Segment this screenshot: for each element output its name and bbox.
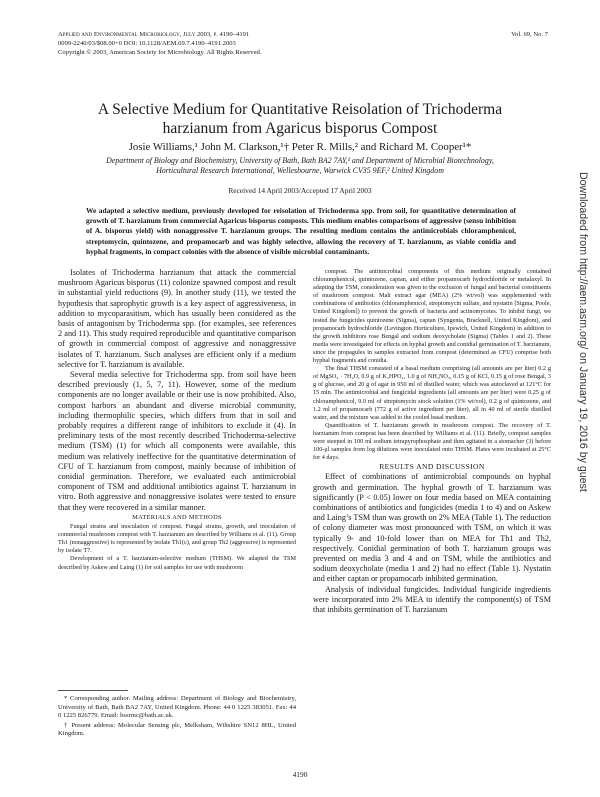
volume-issue: Vol. 69, No. 7: [511, 31, 548, 38]
issn-doi: 0099-2240/03/$08.00+0 DOI: 10.1128/AEM.69.7.4190–4191.2003: [58, 40, 236, 47]
methods-heading: MATERIALS AND METHODS: [132, 513, 222, 521]
author-list: Josie Williams,¹ John M. Clarkson,¹† Peter R. Mills,² and Richard M. Cooper¹*: [128, 141, 472, 153]
page-number: 4190: [292, 770, 308, 779]
results-paragraph-1: Effect of combinations of antimicrobial compounds on hyphal growth and germination. The hyphal growth of T. harzianum was significantly (P < 0.05) lower on four media based on MEA containing combinations of antibiotics and fungicides (media 1 to 4) and on Askew and Laing’s TSM than was growth on 2% MEA (Table 1). The reduction of colony diameter was most pronounced with TSM, on which it was typically 9- and 10-fold lower than on MEA for Th1 and Th2, respectively. Conidial germination of both T. harzianum groups was prevented on media 3 and 4 and on TSM, while the antibiotics and sodium deoxycholate (media 1 and 2) had no effect (Table 1). Nystatin and either captan or propamocarb inhibited germination.: [313, 472, 551, 584]
journal-citation: Applied and Environmental Microbiology, July 2003, p. 4190–4191: [58, 31, 250, 38]
title-line-2: harzianum from Agaricus bisporus Compost: [162, 120, 438, 137]
methods-paragraph-5: Quantification of T. harzianum growth in mushroom compost. The recovery of T. harzianum from compost has been described by Williams et al. (11). Briefly, compost samples were steeped in 100 ml sodium tetrapyrophosphate and then agitated in a stomacher (3) before 100-μl samples from log dilutions were inoculated onto THSM. Plates were incubated at 25°C for 4 days.: [313, 421, 551, 462]
footnote-present-address: † Present address: Molecular Sensing plc, Melksham, Wiltshire SN12 8HL, United Kingdom.: [58, 721, 296, 738]
results-heading: RESULTS AND DISCUSSION: [379, 462, 485, 472]
abstract: We adapted a selective medium, previously developed for reisolation of Trichoderma spp. from soil, for quantitative determination of growth of T. harzianum from commercial Agaricus bisporus composts. This medium enables comparisons of aggressive (sensu inhibition of A. bisporus yield) with nonaggressive T. harzianum groups. The resulting medium contains the antimicrobials chloramphenicol, streptomycin, quintozene, and propamocarb and was highly selective, allowing the recovery of T. harzianum, as viable conidia and hyphal fragments, in compact colonies with the absence of visible microbial contaminants.: [86, 206, 516, 256]
methods-paragraph-1: Fungal strains and inoculation of compost. Fungal strains, growth, and inoculation of commercial mushroom compost with T. harzianum are described by Williams et al. (11). Group Th1 (nonaggressive) is represented by isolate Th1(c), and group Th2 (aggressive) is represented by isolate T7.: [58, 523, 296, 555]
methods-paragraph-3: compost. The antimicrobial components of this medium originally contained chloramphenicol, quintozene, captan, and either propamocarb hydrochloride or metalaxyl. In adapting the TSM, consideration was given to the exclusion of fungal and bacterial constituents of mushroom compost. Malt extract agar (MEA) (2% wt/vol) was supplemented with combinations of antibiotics (chloramphenicol, streptomycin sulfate, and nystatin [Sigma, Poole, United Kingdom]) to prevent the growth of bacteria and actinomycetes. To inhibit fungi, we tested the fungicides quintozene (Sigma), captan (Syngenta, Bracknell, United Kingdom), and propamocarb hydrochloride (Levington Horticulture, Ipswich, United Kingdom) in addition to the growth inhibitors rose Bengal and sodium deoxycholate (Sigma) (Tables 1 and 2). These media were investigated for effects on hyphal growth and conidial germination of T. harzianum, since the propagules in samples extracted from compost (determined as CFU) comprise both hyphal fragments and conidia.: [313, 268, 551, 365]
affiliations: [30, 156, 570, 176]
journal-header: [58, 30, 548, 57]
download-watermark-text: Downloaded from http://aem.asm.org/ on January 19, 2016 by guest: [577, 172, 589, 492]
results-paragraph-2: Analysis of individual fungicides. Individual fungicide ingredients were incorporated into 2% MEA to identify the component(s) of TSM that inhibits germination of T. harzianum: [313, 584, 551, 615]
left-column: [58, 268, 296, 572]
right-column: [313, 268, 551, 615]
article-title: [30, 100, 570, 138]
title-line-1: A Selective Medium for Quantitative Reisolation of Trichoderma: [97, 101, 503, 118]
methods-paragraph-4: The final THSM consisted of a basal medium comprising (all amounts are per liter) 0.2 g of MgSO₄ · 7H₂O, 0.9 g of K₂HPO₄, 1.0 g of NH₄NO₃, 0.15 g of KCl, 0.15 g of rose Bengal, 3 g of glucose, and 20 g of agar in 950 ml of distilled water, which was autoclaved at 121°C for 15 min. The antimicrobial and fungicidal ingredients (all amounts are per liter) were 0.25 g of chloramphenicol, 9.0 ml of streptomycin stock solution (1% wt/vol), 0.2 g of quintozene, and 1.2 ml of propamocarb (772 g of active ingredient per liter), all in 40 ml of sterile distilled water, and the mixture was added to the cooled basal medium.: [313, 365, 551, 421]
affiliation-line-2: Horticultural Research International, Wellesbourne, Warwick CV35 9EF,² United Kingdom: [156, 166, 444, 175]
copyright-line: Copyright © 2003, American Society for Microbiology. All Rights Reserved.: [58, 49, 262, 56]
intro-paragraph-1: Isolates of Trichoderma harzianum that attack the commercial mushroom Agaricus bisporus (11) colonize spawned compost and result in substantial yield reductions (9). In another study (11), we tested the hypothesis that saprophytic growth is a key aspect of aggressiveness, in addition to mycoparasitism, which has usually been considered as the basis of antagonism by Trichoderma spp. (for examples, see references 2 and 11). This study required reproducible and quantitative comparison of growth in commercial compost of aggressive and nonaggressive isolates of T. harzianum. Such analyses are efficient only if a medium selective for T. harzianum is available.: [58, 268, 296, 369]
intro-paragraph-2: Several media selective for Trichoderma spp. from soil have been described previously (1, 5, 7, 11). However, some of the medium components are no longer available or their use is now prohibited. Also, compost harbors an abundant and diverse microbial community, including thermophilic species, which differs from that in soil and probably requires a different range of inhibitors to exclude it (4). In preliminary tests of the most recently described Trichoderma-selective medium (TSM) (1) for which all components were available, this medium was relatively ineffective for the quantitative determination of CFU of T. harzianum from compost, mainly because of inhibition of conidial germination. Therefore, we evaluated each antimicrobial component of TSM and additional antibiotics against T. harzianum in vitro. Both aggressive and nonaggressive isolates were tested to ensure that they were recovered in a similar manner.: [58, 370, 296, 512]
footnotes: [58, 695, 296, 740]
methods-paragraph-2: Development of a T. harzianum-selective medium (THSM). We adapted the TSM described by Askew and Laing (1) for soil samples for use with mushroom: [58, 555, 296, 571]
received-dates: Received 14 April 2003/Accepted 17 April 2003: [228, 186, 372, 195]
footnote-divider: [58, 690, 128, 691]
download-watermark: [576, 172, 590, 632]
affiliation-line-1: Department of Biology and Biochemistry, University of Bath, Bath BA2 7AY,¹ and Department of Microbial Biotechnology,: [106, 156, 494, 165]
footnote-corresponding-author: * Corresponding author. Mailing address: Department of Biology and Biochemistry, University of Bath, Bath BA2 7AY, United Kingdom. Phone: 44 0 1225 383051. Fax: 44 0 1225 826779. Email: bssrmc@bath.ac.uk.: [58, 695, 296, 720]
